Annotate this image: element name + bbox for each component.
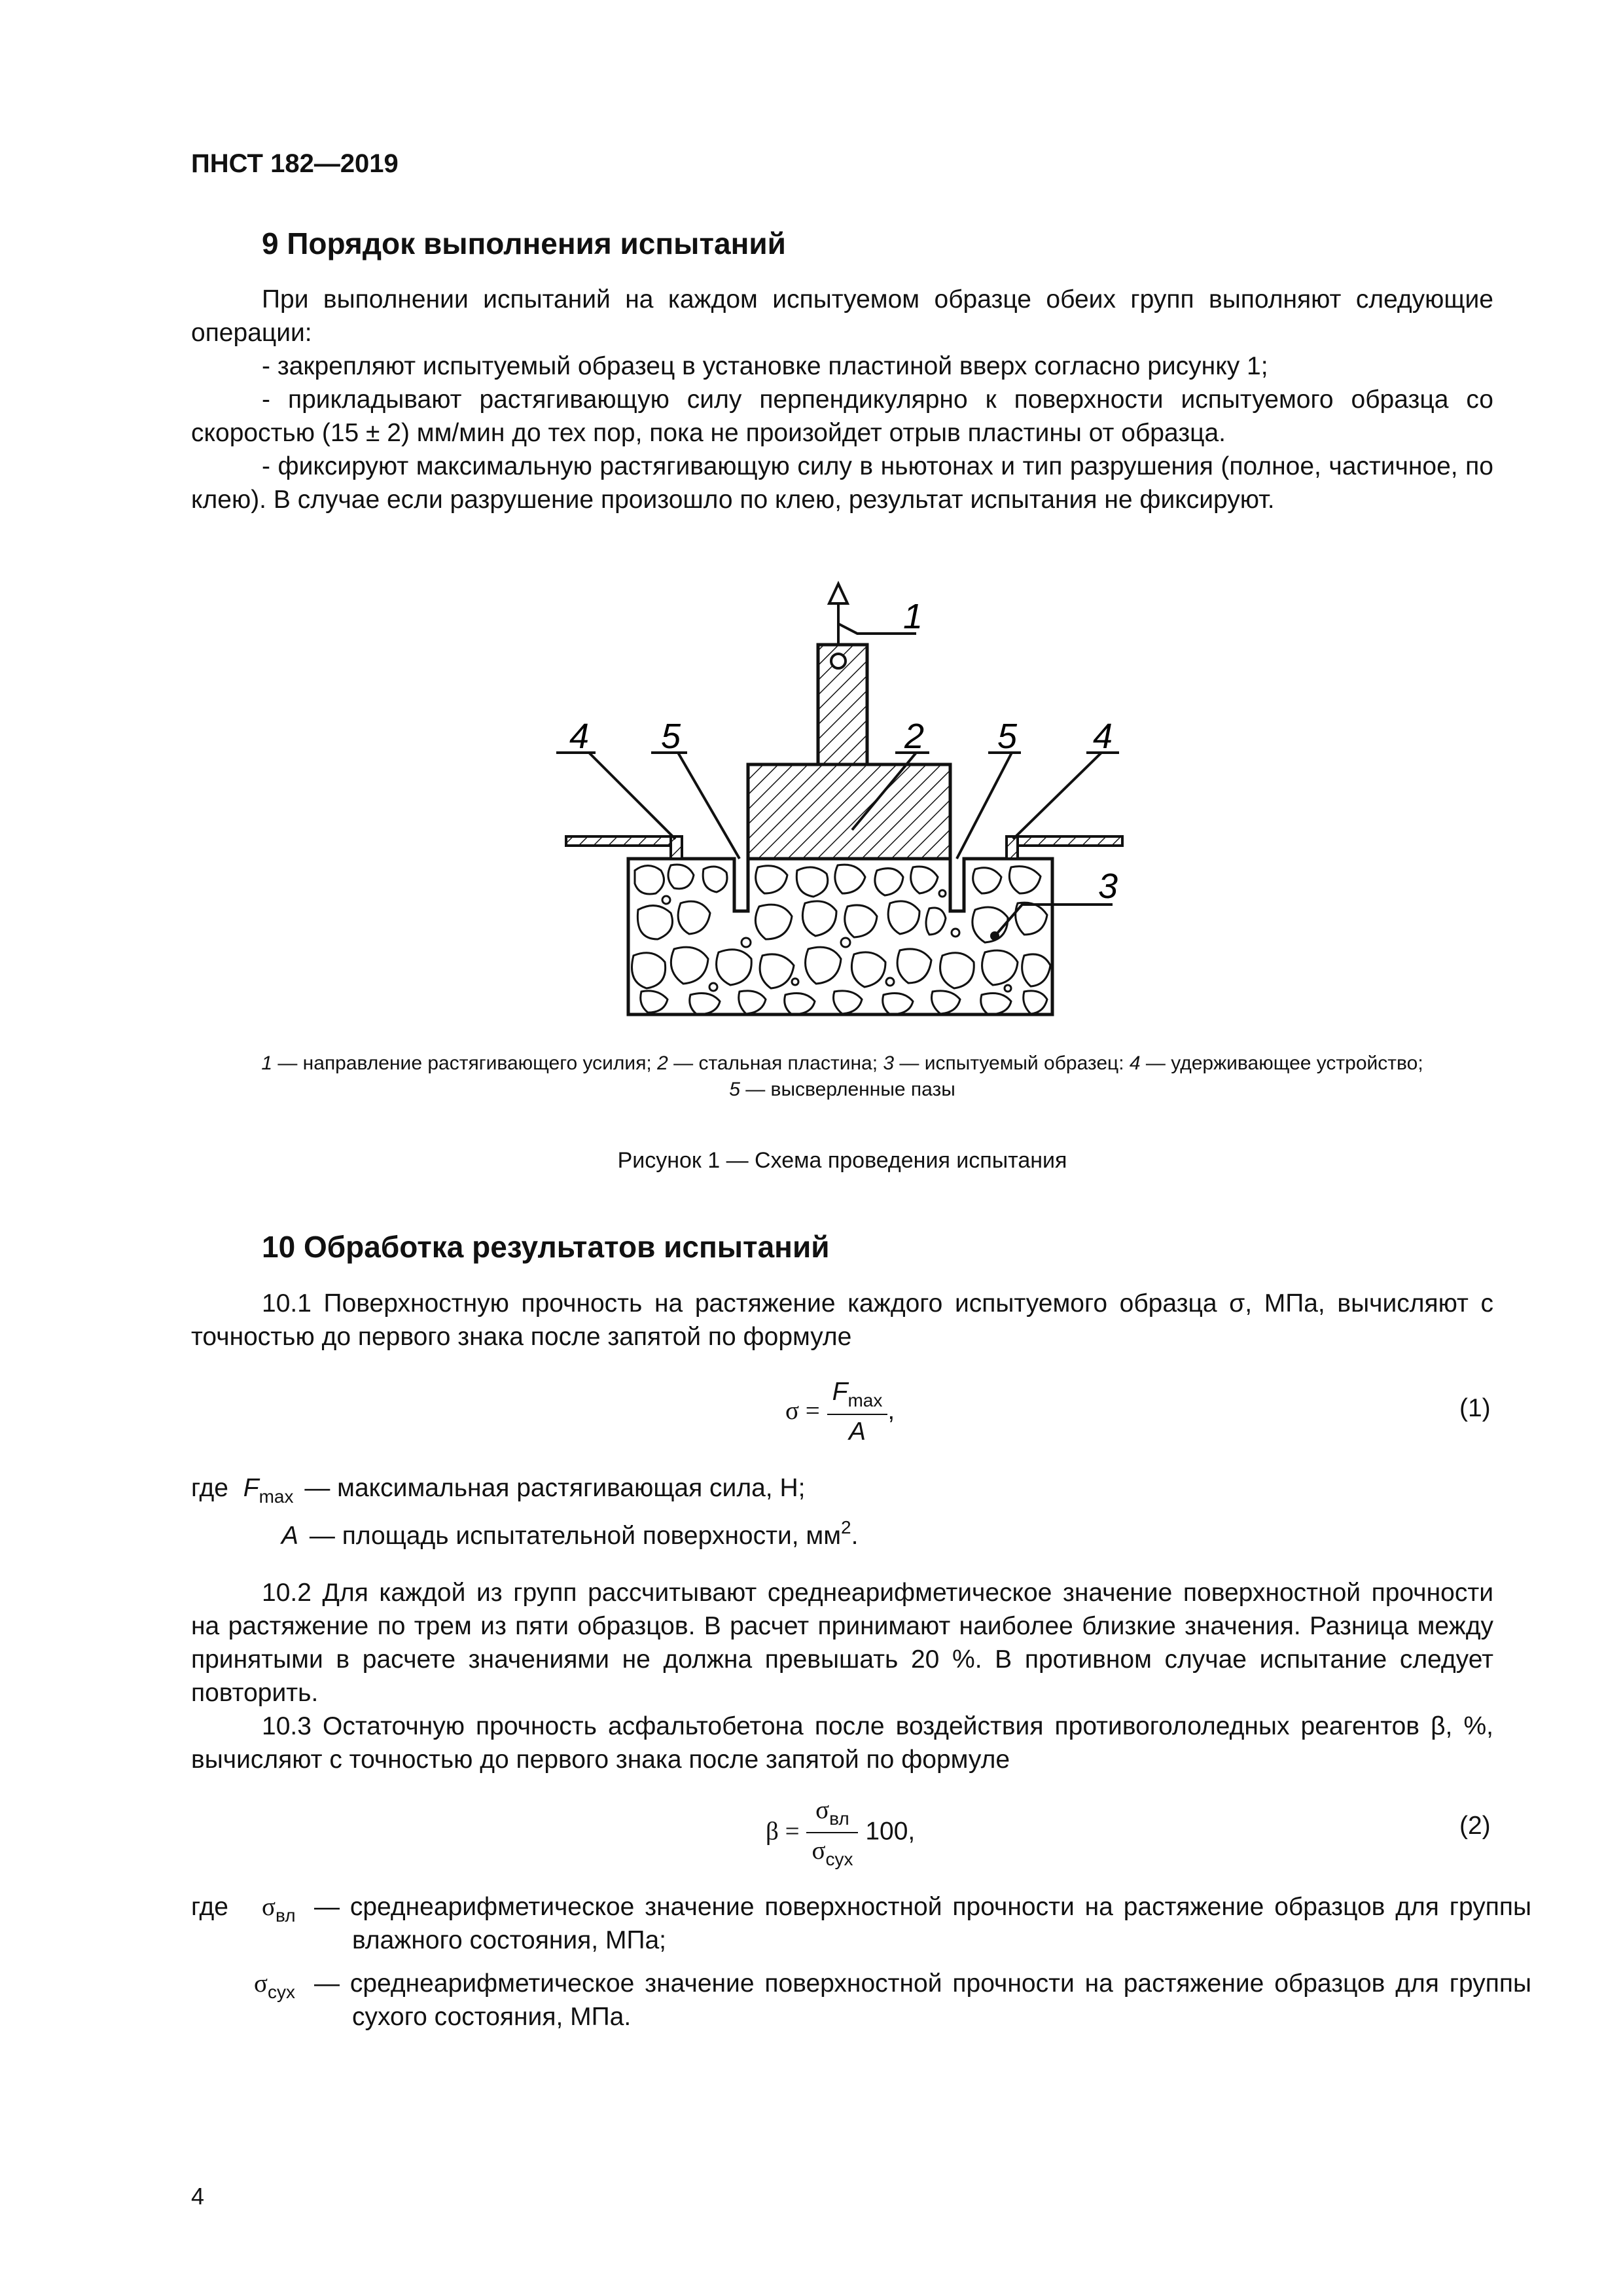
page-number: 4 <box>191 2183 205 2210</box>
formula-2-fraction <box>806 1795 858 1870</box>
formula-2-trail: , <box>908 1817 916 1846</box>
formula-2-num-var: σ <box>815 1796 830 1824</box>
steel-plate <box>748 764 950 859</box>
formula-1-lhs: σ = <box>785 1396 820 1425</box>
legend-num-3: 3 <box>883 1052 895 1074</box>
formula-1 <box>785 1378 895 1446</box>
formula-1-den: A <box>848 1418 866 1446</box>
label-4-left: 4 <box>569 717 590 756</box>
holding-device-right <box>1007 836 1122 859</box>
where-2-label: где <box>191 1893 228 1921</box>
formula-2-number: (2) <box>1459 1812 1491 1840</box>
formula-1-trail: , <box>887 1396 895 1425</box>
where-1-f-sub: max <box>259 1486 294 1507</box>
paragraph-10-2 <box>191 1576 1493 1776</box>
formula-1-fraction <box>827 1378 888 1446</box>
where-1-f-desc: — максимальная растягивающая сила, Н; <box>304 1474 806 1502</box>
legend-text-4: — удерживающее устройство; <box>1140 1052 1423 1074</box>
legend-num-4: 4 <box>1129 1052 1141 1074</box>
where-2-s1-sub: вл <box>276 1905 296 1926</box>
paragraph-10-1-text: 10.1 Поверхностную прочность на растяжение каждого испытуемого образца σ, МПа, вычисляют с точностью до первого знака после запятой по формуле <box>191 1289 1493 1351</box>
force-arrow-head <box>829 584 847 603</box>
paragraph-10-1 <box>191 1287 1493 1354</box>
formula-2 <box>766 1795 915 1870</box>
paragraph-10-2-text: 10.2 Для каждой из групп рассчитывают среднеарифметическое значение поверхностной прочности на растяжение по трем из пяти образцов. В расчет принимают наиболее близкие значения. Разница между принятыми в расчете значениями не должна превышать 20 %. В противном случае испытание следует повторить. <box>191 1579 1493 1707</box>
document-code: ПНСТ 182—2019 <box>191 149 399 178</box>
formula-1-number: (1) <box>1459 1394 1491 1422</box>
legend-num-2: 2 <box>657 1052 668 1074</box>
where-2-s2-var: σ <box>254 1969 268 1998</box>
where-1-f-var: F <box>243 1474 259 1502</box>
label-3: 3 <box>1098 867 1118 906</box>
where-2-s1-desc: — среднеарифметическое значение поверхностной прочности на растяжение образцов для группы влажного состояния, МПа; <box>314 1893 1531 1954</box>
holding-device-left <box>566 836 682 859</box>
where-1-row-a <box>281 1511 858 1552</box>
section-9-title: 9 Порядок выполнения испытаний <box>262 226 786 260</box>
formula-2-lhs: β = <box>766 1817 800 1846</box>
where-1-row-f <box>191 1471 805 1513</box>
section-9-intro: При выполнении испытаний на каждом испытуемом образце обеих групп выполняют следующие операции: <box>191 285 1493 347</box>
label-5-right: 5 <box>997 717 1018 756</box>
figure-legend <box>191 1050 1493 1103</box>
section-9-item-1: - закрепляют испытуемый образец в установке пластиной вверх согласно рисунку 1; <box>262 352 1268 380</box>
figure-title: Рисунок 1 — Схема проведения испытания <box>617 1148 1067 1173</box>
where-2-s2-desc: — среднеарифметическое значение поверхностной прочности на растяжение образцов для группы сухого состояния, МПа. <box>314 1969 1531 2031</box>
where-1-label: где <box>191 1474 228 1502</box>
label-2: 2 <box>904 717 925 756</box>
formula-2-den-var: σ <box>812 1837 826 1865</box>
formula-1-num-sub: max <box>847 1390 883 1410</box>
legend-num-1: 1 <box>261 1052 273 1074</box>
test-specimen <box>628 859 1052 1014</box>
rod-hole <box>831 654 846 668</box>
section-9-body <box>191 283 1493 516</box>
where-1-a-desc: — площадь испытательной поверхности, мм <box>309 1522 842 1550</box>
legend-text-1: — направление растягивающего усилия; <box>272 1052 658 1074</box>
where-2-s2-sub: сух <box>268 1982 296 2002</box>
formula-1-num-var: F <box>832 1378 848 1406</box>
section-9-item-2: - прикладывают растягивающую силу перпендикулярно к поверхности испытуемого образца со скоростью (15 ± 2) мм/мин до тех пор, пока не произойдет отрыв пластины от образца. <box>191 386 1493 447</box>
where-1-a-var: A <box>281 1522 299 1550</box>
formula-2-factor: 100 <box>865 1817 908 1846</box>
label-4-right: 4 <box>1093 717 1113 756</box>
paragraph-10-3-text: 10.3 Остаточную прочность асфальтобетона после воздействия противогололедных реагентов β, %, вычисляют с точностью до первого знака после запятой по формуле <box>191 1712 1493 1774</box>
legend-num-5: 5 <box>729 1079 740 1100</box>
section-9-item-3: - фиксируют максимальную растягивающую силу в ньютонах и тип разрушения (полное, частичное, по клею). В случае если разрушение произошло по клею, результат испытания не фиксируют. <box>191 452 1493 514</box>
where-2-s1-var: σ <box>262 1893 276 1921</box>
where-1-a-sup: 2 <box>841 1517 851 1537</box>
label-1: 1 <box>903 597 923 636</box>
figure-1-diagram <box>550 563 1139 1021</box>
where-1-a-end: . <box>851 1522 859 1550</box>
legend-text-5: — высверленные пазы <box>740 1079 955 1100</box>
legend-text-2: — стальная пластина; <box>668 1052 883 1074</box>
formula-2-den-sub: сух <box>825 1849 853 1869</box>
legend-text-3: — испытуемый образец: <box>894 1052 1130 1074</box>
formula-2-num-sub: вл <box>829 1808 849 1829</box>
label-5-left: 5 <box>661 717 681 756</box>
section-10-title: 10 Обработка результатов испытаний <box>262 1230 830 1264</box>
